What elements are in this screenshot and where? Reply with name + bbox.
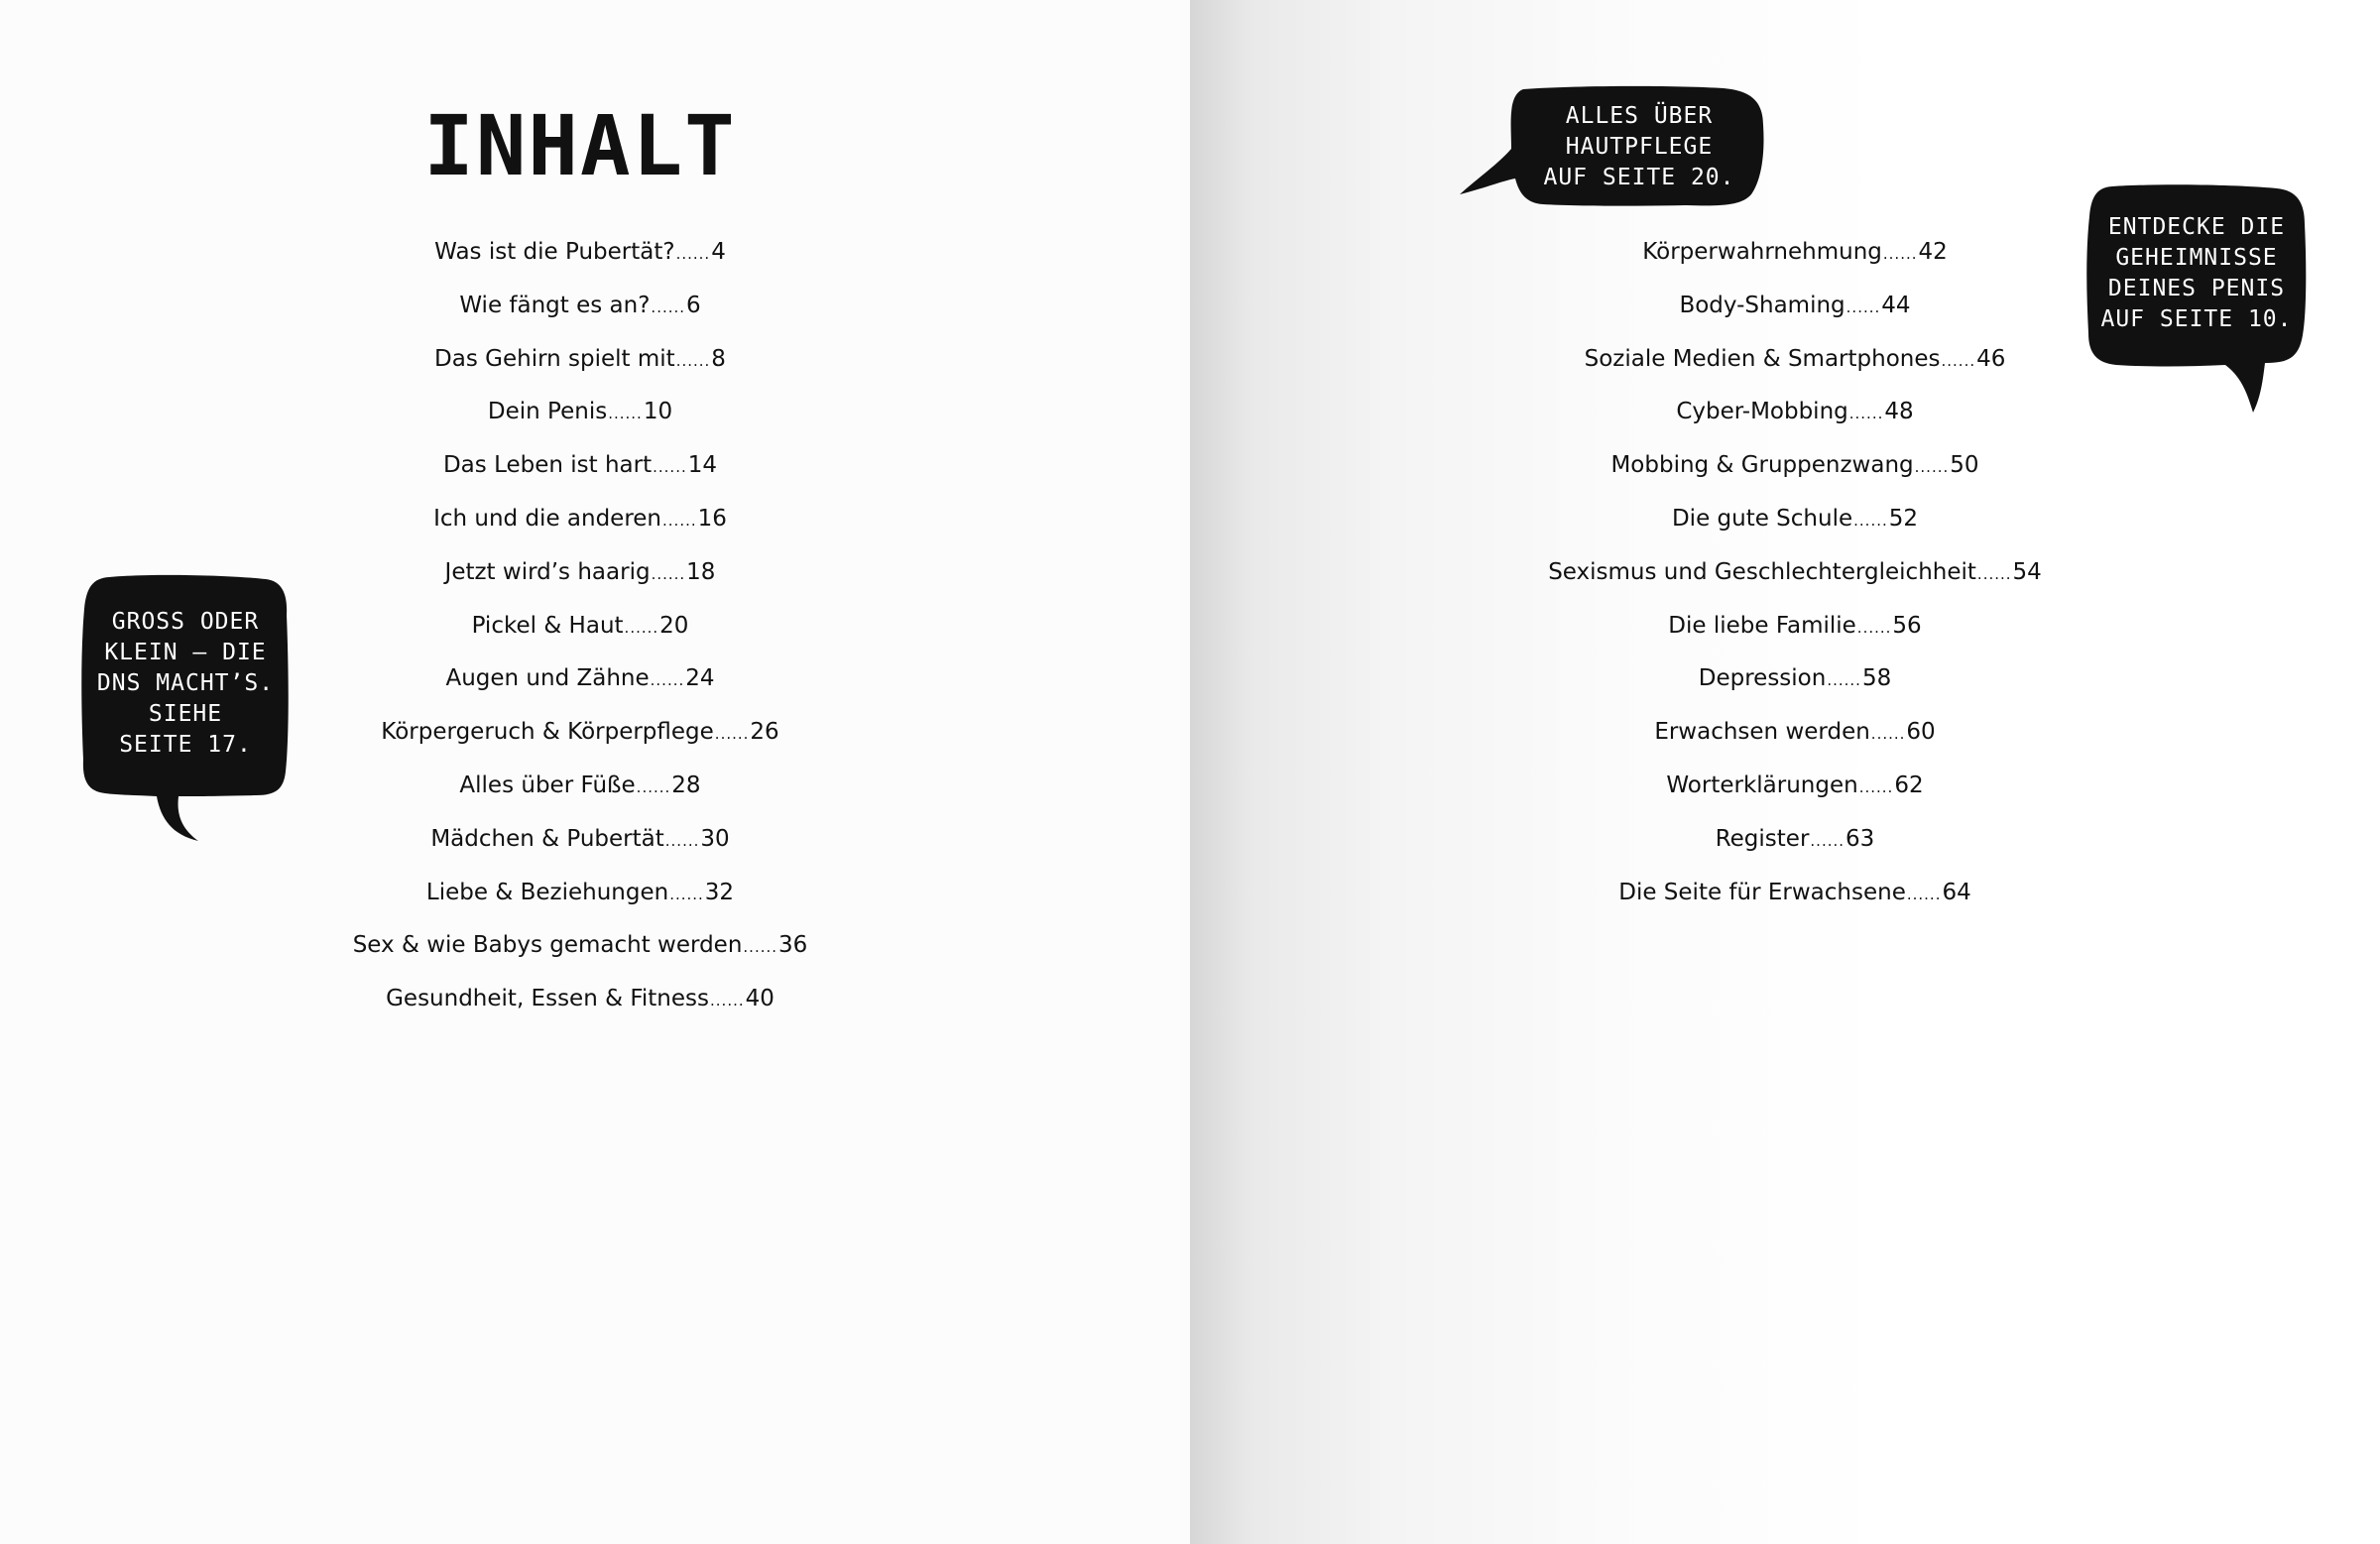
toc-entry-label: Augen und Zähne xyxy=(445,665,650,692)
toc-entry xyxy=(1190,813,2380,867)
toc-entry-label: Alles über Füße xyxy=(459,772,636,798)
toc-entry xyxy=(0,226,1160,280)
toc-entry xyxy=(1190,600,2380,653)
toc-entry xyxy=(0,439,1160,493)
toc-entry-label: Die liebe Familie xyxy=(1668,612,1856,639)
toc-entry-leader: ...... xyxy=(664,831,700,850)
toc-entry-label: Sex & wie Babys gemacht werden xyxy=(352,932,743,959)
toc-entry-label: Jetzt wird’s haarig xyxy=(444,558,651,585)
toc-entry-label: Ich und die anderen xyxy=(433,505,662,532)
toc-entry-page-number: 24 xyxy=(685,665,715,692)
toc-entry-leader: ...... xyxy=(1882,245,1918,263)
toc-entry-label: Pickel & Haut xyxy=(471,612,624,639)
toc-entry-page-number: 26 xyxy=(750,719,779,746)
toc-entry-page-number: 32 xyxy=(704,879,735,905)
toc-entry-label: Body-Shaming xyxy=(1679,292,1845,318)
toc-entry-page-number: 63 xyxy=(1845,825,1875,852)
toc-entry xyxy=(0,493,1160,546)
toc-entry xyxy=(0,333,1160,387)
toc-entry-label: Register xyxy=(1715,825,1810,852)
toc-entry-page-number: 30 xyxy=(700,825,730,852)
toc-entry-page-number: 46 xyxy=(1976,345,2006,372)
toc-entry-page-number: 6 xyxy=(686,292,701,318)
toc-entry-page-number: 60 xyxy=(1906,719,1936,746)
toc-entry-label: Liebe & Beziehungen xyxy=(425,879,669,905)
toc-entry-leader: ...... xyxy=(1856,618,1892,637)
toc-entry xyxy=(0,280,1160,333)
toc-entry-page-number: 50 xyxy=(1950,452,1979,479)
toc-entry-label: Die Seite für Erwachsene xyxy=(1618,879,1906,905)
toc-entry-page-number: 10 xyxy=(643,399,673,425)
toc-entry-label: Erwachsen werden xyxy=(1654,719,1870,746)
toc-entry xyxy=(0,919,1160,973)
toc-entry-leader: ...... xyxy=(1853,511,1888,530)
toc-entry-leader: ...... xyxy=(608,405,643,423)
toc-entry-label: Das Leben ist hart xyxy=(442,452,653,479)
toc-entry-leader: ...... xyxy=(1858,777,1894,796)
toc-entry-label: Soziale Medien & Smartphones xyxy=(1584,345,1941,372)
toc-entry-page-number: 16 xyxy=(697,505,727,532)
toc-entry-leader: ...... xyxy=(1914,458,1950,477)
speech-bubble-skincare xyxy=(1458,85,1765,210)
toc-entry-label: Wie fängt es an? xyxy=(459,292,651,318)
toc-entry-leader: ...... xyxy=(1941,351,1976,370)
toc-entry xyxy=(1190,439,2380,493)
toc-entry-label: Körperwahrnehmung xyxy=(1642,239,1882,265)
toc-entry-leader: ...... xyxy=(624,618,659,637)
toc-entry-label: Gesundheit, Essen & Fitness xyxy=(386,986,710,1012)
toc-entry-label: Depression xyxy=(1698,665,1827,692)
toc-entry-leader: ...... xyxy=(653,458,687,477)
toc-entry-label: Worterklärungen xyxy=(1666,772,1858,798)
toc-entry-leader: ...... xyxy=(651,564,686,583)
toc-entry-page-number: 64 xyxy=(1942,879,1971,905)
speech-bubble-dna xyxy=(81,575,290,843)
toc-entry-page-number: 54 xyxy=(2012,558,2042,585)
toc-entry-page-number: 14 xyxy=(687,452,718,479)
toc-entry-page-number: 52 xyxy=(1888,505,1919,532)
toc-entry-leader: ...... xyxy=(1870,725,1906,744)
toc-entry-label: Das Gehirn spielt mit xyxy=(434,345,675,372)
toc-entry-label: Körpergeruch & Körperpflege xyxy=(381,719,714,746)
toc-entry-leader: ...... xyxy=(1827,671,1861,690)
toc-entry xyxy=(1190,706,2380,760)
toc-entry-page-number: 20 xyxy=(659,612,689,639)
toc-entry xyxy=(0,386,1160,439)
toc-entry-label: Die gute Schule xyxy=(1671,505,1853,532)
toc-entry-leader: ...... xyxy=(675,351,711,370)
toc-entry-page-number: 8 xyxy=(711,345,726,372)
toc-entry-page-number: 48 xyxy=(1884,399,1914,425)
toc-entry xyxy=(1190,493,2380,546)
speech-bubble-text: ENTDECKE DIE GEHEIMNISSE DEINES PENIS AUF SEITE 10. xyxy=(2100,214,2293,332)
toc-entry-label: Cyber-Mobbing xyxy=(1676,399,1848,425)
toc-entry-leader: ...... xyxy=(636,777,671,796)
toc-entry-page-number: 44 xyxy=(1881,292,1911,318)
toc-entry xyxy=(1190,653,2380,706)
speech-bubble-penis xyxy=(2086,184,2307,415)
toc-entry-leader: ...... xyxy=(662,511,697,530)
toc-entry-page-number: 4 xyxy=(711,239,726,265)
toc-entry-label: Mädchen & Pubertät xyxy=(430,825,664,852)
page-title: INHALT xyxy=(423,97,737,194)
toc-entry xyxy=(1190,867,2380,920)
toc-entry-leader: ...... xyxy=(1810,831,1845,850)
toc-entry-leader: ...... xyxy=(1906,885,1942,903)
toc-entry-leader: ...... xyxy=(675,245,711,263)
toc-entry-leader: ...... xyxy=(1976,564,2012,583)
toc-entry xyxy=(0,867,1160,920)
toc-entry-leader: ...... xyxy=(1848,405,1884,423)
toc-entry xyxy=(0,973,1160,1026)
toc-entry-page-number: 56 xyxy=(1892,612,1922,639)
toc-entry-page-number: 36 xyxy=(778,932,808,959)
toc-entry-page-number: 58 xyxy=(1861,665,1892,692)
toc-entry-label: Dein Penis xyxy=(487,399,608,425)
toc-entry xyxy=(1190,760,2380,813)
toc-entry xyxy=(1190,546,2380,600)
toc-entry-label: Was ist die Pubertät? xyxy=(434,239,675,265)
toc-entry-leader: ...... xyxy=(650,671,685,690)
toc-entry-leader: ...... xyxy=(651,297,686,316)
speech-bubble-text: GROSS ODER KLEIN – DIE DNS MACHT’S. SIEHE SEITE 17. xyxy=(96,609,275,758)
toc-entry-label: Sexismus und Geschlechtergleichheit xyxy=(1548,558,1976,585)
toc-entry-leader: ...... xyxy=(710,992,745,1010)
toc-entry-leader: ...... xyxy=(669,885,704,903)
speech-bubble-text: ALLES ÜBER HAUTPFLEGE AUF SEITE 20. xyxy=(1543,103,1735,190)
toc-entry-leader: ...... xyxy=(714,725,750,744)
toc-entry-leader: ...... xyxy=(1845,297,1881,316)
toc-entry-page-number: 18 xyxy=(686,558,716,585)
toc-entry-label: Mobbing & Gruppenzwang xyxy=(1610,452,1914,479)
toc-entry-page-number: 62 xyxy=(1894,772,1924,798)
toc-entry-page-number: 40 xyxy=(745,986,774,1012)
toc-entry-leader: ...... xyxy=(743,938,778,957)
toc-entry-page-number: 42 xyxy=(1918,239,1948,265)
toc-entry-page-number: 28 xyxy=(671,772,701,798)
